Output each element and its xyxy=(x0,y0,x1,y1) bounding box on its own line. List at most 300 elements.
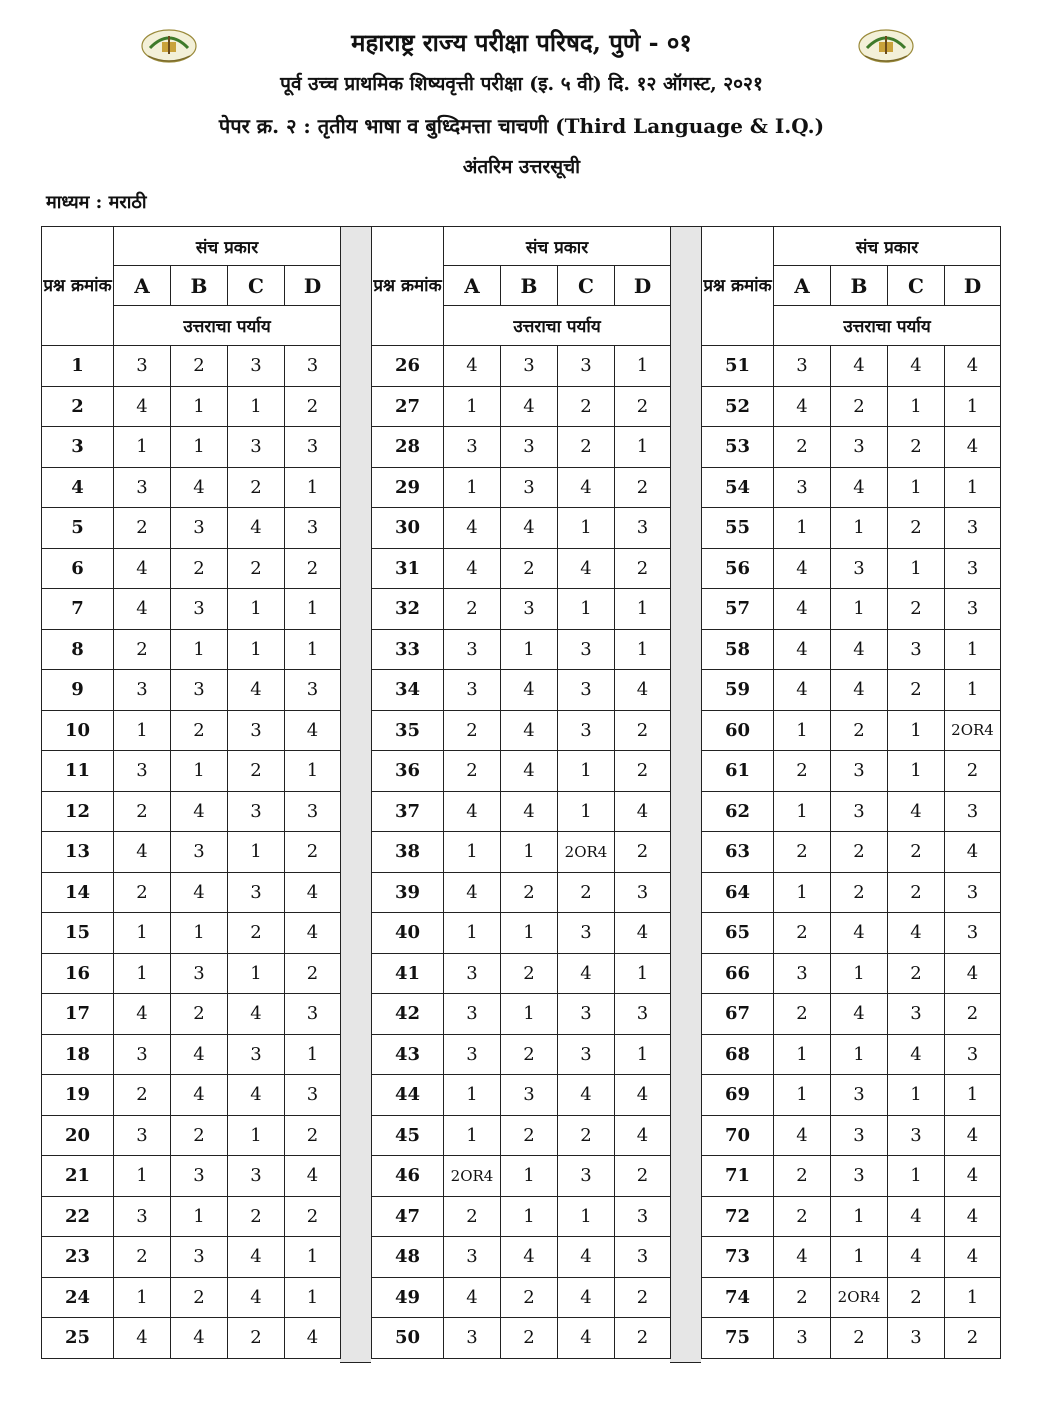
table-row xyxy=(372,427,671,468)
question-number: 64 xyxy=(702,872,774,913)
answer-cell-set-b: 1 xyxy=(831,1196,888,1237)
answer-cell-set-b: 4 xyxy=(171,1075,228,1116)
question-number: 50 xyxy=(372,1318,444,1359)
answer-cell-set-d: 3 xyxy=(615,994,671,1035)
answer-cell-set-a: 1 xyxy=(114,427,171,468)
table-row xyxy=(372,710,671,751)
question-number: 20 xyxy=(42,1115,114,1156)
table-row xyxy=(372,548,671,589)
answer-cell-set-d: 2 xyxy=(615,1277,671,1318)
table-row xyxy=(702,589,1001,630)
answer-cell-set-a: 2 xyxy=(114,629,171,670)
question-number: 14 xyxy=(42,872,114,913)
question-number: 38 xyxy=(372,832,444,873)
answer-cell-set-c: 2 xyxy=(228,548,285,589)
answer-cell-set-a: 3 xyxy=(114,1034,171,1075)
answer-cell-set-d: 1 xyxy=(615,427,671,468)
answer-cell-set-c: 1 xyxy=(228,1115,285,1156)
answer-cell-set-b: 3 xyxy=(831,1075,888,1116)
answer-cell-set-b: 1 xyxy=(171,913,228,954)
answer-cell-set-d: 1 xyxy=(285,467,341,508)
table-row xyxy=(42,953,341,994)
answer-cell-set-a: 3 xyxy=(444,1237,501,1278)
answer-cell-set-b: 1 xyxy=(831,508,888,549)
answer-cell-set-d: 1 xyxy=(285,589,341,630)
answer-cell-set-c: 3 xyxy=(228,427,285,468)
answer-cell-set-d: 4 xyxy=(285,1156,341,1197)
answer-cell-set-a: 3 xyxy=(774,1318,831,1359)
answer-cell-set-c: 4 xyxy=(228,1075,285,1116)
answer-cell-set-c: 4 xyxy=(558,953,615,994)
question-number: 44 xyxy=(372,1075,444,1116)
answer-cell-set-d: 2 xyxy=(615,548,671,589)
table-row xyxy=(372,589,671,630)
answer-cell-set-d: 3 xyxy=(945,508,1001,549)
table-row xyxy=(42,386,341,427)
question-number-header: प्रश्न क्रमांक xyxy=(372,227,444,346)
answer-cell-set-a: 3 xyxy=(774,467,831,508)
set-header: B xyxy=(831,266,888,306)
question-number: 11 xyxy=(42,751,114,792)
table-row xyxy=(42,1318,341,1359)
table-row xyxy=(702,1075,1001,1116)
table-row xyxy=(42,629,341,670)
table-row xyxy=(372,1277,671,1318)
answer-cell-set-c: 4 xyxy=(558,1237,615,1278)
answer-cell-set-d: 1 xyxy=(615,1034,671,1075)
question-number: 3 xyxy=(42,427,114,468)
answer-cell-set-b: 3 xyxy=(831,427,888,468)
table-row xyxy=(702,467,1001,508)
answer-cell-set-a: 4 xyxy=(444,508,501,549)
question-number: 70 xyxy=(702,1115,774,1156)
answer-cell-set-c: 3 xyxy=(228,872,285,913)
answer-cell-set-c: 2 xyxy=(228,751,285,792)
table-row xyxy=(42,670,341,711)
answer-cell-set-b: 1 xyxy=(831,589,888,630)
answer-cell-set-a: 3 xyxy=(114,467,171,508)
answer-cell-set-a: 3 xyxy=(444,427,501,468)
table-row xyxy=(42,1237,341,1278)
answer-cell-set-a: 1 xyxy=(774,508,831,549)
answer-cell-set-a: 4 xyxy=(114,589,171,630)
answer-cell-set-a: 1 xyxy=(444,913,501,954)
question-number: 27 xyxy=(372,386,444,427)
answer-cell-set-b: 2 xyxy=(171,1115,228,1156)
question-number: 55 xyxy=(702,508,774,549)
answer-cell-set-c: 1 xyxy=(228,953,285,994)
answer-cell-set-a: 4 xyxy=(114,994,171,1035)
answer-cell-set-a: 1 xyxy=(114,710,171,751)
answer-cell-set-c: 3 xyxy=(558,629,615,670)
answer-cell-set-c: 4 xyxy=(558,1075,615,1116)
answer-cell-set-b: 2 xyxy=(501,1115,558,1156)
answer-cell-set-a: 1 xyxy=(114,1277,171,1318)
answer-cell-set-d: 1 xyxy=(285,629,341,670)
answer-cell-set-b: 2 xyxy=(501,1034,558,1075)
table-row xyxy=(42,589,341,630)
answer-cell-set-b: 1 xyxy=(501,1156,558,1197)
answer-cell-set-b: 1 xyxy=(501,629,558,670)
set-header: D xyxy=(945,266,1001,306)
answer-cell-set-b: 2 xyxy=(831,1318,888,1359)
answer-cell-set-d: 3 xyxy=(615,1196,671,1237)
answer-cell-set-a: 2 xyxy=(444,1196,501,1237)
question-number: 61 xyxy=(702,751,774,792)
answer-cell-set-a: 3 xyxy=(114,1115,171,1156)
answer-cell-set-c: 2 xyxy=(888,589,945,630)
answer-cell-set-b: 4 xyxy=(171,1034,228,1075)
question-number: 58 xyxy=(702,629,774,670)
answer-cell-set-a: 3 xyxy=(774,953,831,994)
answer-cell-set-a: 1 xyxy=(444,386,501,427)
answer-cell-set-a: 3 xyxy=(444,629,501,670)
question-number: 56 xyxy=(702,548,774,589)
set-type-header: संच प्रकार xyxy=(774,227,1001,266)
question-number: 39 xyxy=(372,872,444,913)
set-header: D xyxy=(615,266,671,306)
answer-cell-set-b: 2 xyxy=(171,994,228,1035)
table-row xyxy=(702,548,1001,589)
question-number: 57 xyxy=(702,589,774,630)
answer-cell-set-d: 3 xyxy=(285,346,341,387)
answer-cell-set-a: 3 xyxy=(114,346,171,387)
answer-cell-set-c: 3 xyxy=(228,1156,285,1197)
answer-cell-set-c: 1 xyxy=(888,1156,945,1197)
answer-cell-set-a: 2 xyxy=(774,1196,831,1237)
answer-cell-set-d: 4 xyxy=(285,710,341,751)
answer-cell-set-b: 1 xyxy=(171,751,228,792)
table-row xyxy=(372,670,671,711)
board-logo-right-icon xyxy=(857,26,915,66)
question-number: 26 xyxy=(372,346,444,387)
table-row xyxy=(372,872,671,913)
answer-cell-set-b: 4 xyxy=(831,913,888,954)
answer-cell-set-d: 1 xyxy=(945,629,1001,670)
question-number: 72 xyxy=(702,1196,774,1237)
answer-cell-set-c: 3 xyxy=(228,1034,285,1075)
answer-cell-set-c: 1 xyxy=(888,386,945,427)
answer-cell-set-b: 3 xyxy=(171,1156,228,1197)
question-number: 7 xyxy=(42,589,114,630)
answer-cell-set-b: 3 xyxy=(501,1075,558,1116)
answer-cell-set-b: 2 xyxy=(171,1277,228,1318)
answer-cell-set-a: 2 xyxy=(444,751,501,792)
answer-cell-set-c: 1 xyxy=(558,589,615,630)
answer-cell-set-a: 4 xyxy=(444,872,501,913)
table-row xyxy=(372,953,671,994)
answer-cell-set-c: 2 xyxy=(558,872,615,913)
question-number: 12 xyxy=(42,791,114,832)
answer-cell-set-a: 1 xyxy=(114,913,171,954)
answer-cell-set-d: 3 xyxy=(945,548,1001,589)
answer-cell-set-a: 2 xyxy=(114,872,171,913)
exam-subtitle: पूर्व उच्च प्राथमिक शिष्यवृत्ती परीक्षा (इ. ५ वी) दि. १२ ऑगस्ट, २०२१ xyxy=(280,73,763,95)
table-row xyxy=(372,751,671,792)
answer-cell-set-d: 3 xyxy=(285,508,341,549)
answer-cell-set-b: 2 xyxy=(501,1318,558,1359)
answer-cell-set-d: 4 xyxy=(615,1115,671,1156)
answer-cell-set-b: 2OR4 xyxy=(831,1277,888,1318)
column-separator xyxy=(340,226,371,1363)
answer-cell-set-b: 4 xyxy=(831,670,888,711)
answer-cell-set-d: 1 xyxy=(615,346,671,387)
answer-cell-set-a: 3 xyxy=(444,670,501,711)
question-number: 65 xyxy=(702,913,774,954)
answer-cell-set-b: 4 xyxy=(501,1237,558,1278)
answer-cell-set-d: 1 xyxy=(615,589,671,630)
answer-cell-set-a: 4 xyxy=(774,629,831,670)
answer-cell-set-d: 4 xyxy=(945,346,1001,387)
answer-cell-set-b: 1 xyxy=(831,1237,888,1278)
answer-cell-set-c: 1 xyxy=(228,629,285,670)
answer-cell-set-b: 3 xyxy=(831,751,888,792)
table-row xyxy=(372,1318,671,1359)
question-number: 54 xyxy=(702,467,774,508)
answer-cell-set-d: 4 xyxy=(615,913,671,954)
answer-cell-set-c: 1 xyxy=(558,508,615,549)
answer-cell-set-d: 4 xyxy=(285,913,341,954)
question-number-header: प्रश्न क्रमांक xyxy=(42,227,114,346)
answer-cell-set-c: 2 xyxy=(888,832,945,873)
answer-cell-set-a: 3 xyxy=(774,346,831,387)
answer-cell-set-a: 4 xyxy=(114,832,171,873)
answer-cell-set-c: 4 xyxy=(888,913,945,954)
table-row xyxy=(42,1034,341,1075)
answer-cell-set-d: 2 xyxy=(285,953,341,994)
question-number: 75 xyxy=(702,1318,774,1359)
answer-cell-set-b: 4 xyxy=(501,710,558,751)
answer-cell-set-d: 2 xyxy=(615,832,671,873)
answer-cell-set-c: 4 xyxy=(888,1196,945,1237)
question-number: 9 xyxy=(42,670,114,711)
answer-cell-set-c: 3 xyxy=(558,913,615,954)
answer-cell-set-a: 2 xyxy=(114,508,171,549)
question-number: 24 xyxy=(42,1277,114,1318)
table-row xyxy=(42,751,341,792)
answer-cell-set-a: 4 xyxy=(774,670,831,711)
answer-cell-set-d: 2 xyxy=(615,710,671,751)
answer-cell-set-b: 1 xyxy=(501,1196,558,1237)
answer-cell-set-c: 4 xyxy=(228,1277,285,1318)
answer-cell-set-b: 3 xyxy=(501,427,558,468)
answer-cell-set-c: 3 xyxy=(558,1156,615,1197)
question-number: 47 xyxy=(372,1196,444,1237)
question-number: 73 xyxy=(702,1237,774,1278)
answer-cell-set-d: 2 xyxy=(945,1318,1001,1359)
answer-cell-set-b: 3 xyxy=(171,1237,228,1278)
answer-table-block-3 xyxy=(701,226,1001,1359)
answer-cell-set-c: 1 xyxy=(888,467,945,508)
table-row xyxy=(702,832,1001,873)
answer-cell-set-c: 2 xyxy=(558,386,615,427)
answer-cell-set-d: 4 xyxy=(945,1115,1001,1156)
answer-cell-set-d: 1 xyxy=(945,1277,1001,1318)
answer-cell-set-c: 2OR4 xyxy=(558,832,615,873)
answer-cell-set-d: 3 xyxy=(945,872,1001,913)
set-header: C xyxy=(888,266,945,306)
answer-cell-set-b: 4 xyxy=(501,508,558,549)
table-row xyxy=(702,386,1001,427)
answer-cell-set-d: 3 xyxy=(615,872,671,913)
answer-cell-set-b: 2 xyxy=(171,346,228,387)
answer-cell-set-a: 1 xyxy=(774,1034,831,1075)
answer-cell-set-d: 4 xyxy=(945,1196,1001,1237)
answer-cell-set-d: 2 xyxy=(945,994,1001,1035)
question-number: 29 xyxy=(372,467,444,508)
answer-cell-set-d: 1 xyxy=(285,1277,341,1318)
answer-cell-set-c: 2 xyxy=(558,427,615,468)
answer-cell-set-b: 1 xyxy=(831,953,888,994)
table-row xyxy=(702,670,1001,711)
set-header: A xyxy=(774,266,831,306)
answer-cell-set-b: 3 xyxy=(831,791,888,832)
answer-cell-set-c: 4 xyxy=(558,1318,615,1359)
answer-cell-set-c: 3 xyxy=(228,791,285,832)
answer-cell-set-c: 4 xyxy=(888,1237,945,1278)
answer-cell-set-c: 1 xyxy=(888,1075,945,1116)
answer-cell-set-a: 2 xyxy=(774,913,831,954)
question-number: 37 xyxy=(372,791,444,832)
answer-cell-set-d: 3 xyxy=(945,1034,1001,1075)
answer-cell-set-c: 2 xyxy=(228,1318,285,1359)
question-number: 23 xyxy=(42,1237,114,1278)
set-header: C xyxy=(228,266,285,306)
answer-cell-set-c: 4 xyxy=(888,346,945,387)
question-number: 40 xyxy=(372,913,444,954)
page-title: महाराष्ट्र राज्य परीक्षा परिषद, पुणे - ०१ xyxy=(351,28,692,57)
table-row xyxy=(702,1196,1001,1237)
question-number: 43 xyxy=(372,1034,444,1075)
answer-cell-set-c: 1 xyxy=(888,548,945,589)
answer-cell-set-d: 4 xyxy=(945,953,1001,994)
answer-cell-set-d: 4 xyxy=(285,1318,341,1359)
answer-cell-set-d: 2OR4 xyxy=(945,710,1001,751)
table-row xyxy=(42,872,341,913)
answer-cell-set-d: 2 xyxy=(285,832,341,873)
answer-cell-set-a: 2 xyxy=(774,427,831,468)
answer-cell-set-a: 4 xyxy=(114,1318,171,1359)
answer-cell-set-d: 1 xyxy=(285,1034,341,1075)
table-row xyxy=(42,467,341,508)
answer-table-block-2 xyxy=(371,226,671,1359)
set-header: D xyxy=(285,266,341,306)
answer-cell-set-b: 2 xyxy=(501,548,558,589)
answer-cell-set-b: 2 xyxy=(831,710,888,751)
table-row xyxy=(42,710,341,751)
column-separator xyxy=(670,226,701,1363)
answer-cell-set-b: 4 xyxy=(501,791,558,832)
answer-cell-set-c: 1 xyxy=(228,589,285,630)
answer-cell-set-c: 4 xyxy=(558,1277,615,1318)
table-row xyxy=(372,1075,671,1116)
answer-cell-set-b: 1 xyxy=(171,386,228,427)
answer-cell-set-c: 1 xyxy=(888,710,945,751)
answer-cell-set-d: 1 xyxy=(285,1237,341,1278)
answer-cell-set-c: 3 xyxy=(558,994,615,1035)
answer-cell-set-c: 1 xyxy=(228,386,285,427)
answer-cell-set-a: 4 xyxy=(774,1115,831,1156)
answer-cell-set-a: 4 xyxy=(444,791,501,832)
answer-cell-set-c: 3 xyxy=(558,670,615,711)
table-row xyxy=(702,1318,1001,1359)
answer-cell-set-d: 4 xyxy=(615,791,671,832)
table-row xyxy=(42,548,341,589)
question-number: 15 xyxy=(42,913,114,954)
answer-cell-set-d: 2 xyxy=(285,548,341,589)
answer-cell-set-b: 2 xyxy=(171,710,228,751)
table-row xyxy=(372,832,671,873)
answer-cell-set-b: 4 xyxy=(831,467,888,508)
answer-option-header: उत्तराचा पर्याय xyxy=(444,306,671,346)
answer-cell-set-a: 4 xyxy=(774,589,831,630)
answer-cell-set-a: 3 xyxy=(444,1318,501,1359)
table-row xyxy=(42,913,341,954)
answer-cell-set-c: 1 xyxy=(558,791,615,832)
answer-cell-set-a: 1 xyxy=(774,1075,831,1116)
question-number: 30 xyxy=(372,508,444,549)
answer-cell-set-a: 4 xyxy=(444,346,501,387)
table-row xyxy=(372,1115,671,1156)
question-number: 59 xyxy=(702,670,774,711)
answer-cell-set-c: 4 xyxy=(228,1237,285,1278)
question-number: 51 xyxy=(702,346,774,387)
set-header: C xyxy=(558,266,615,306)
answer-cell-set-c: 4 xyxy=(558,548,615,589)
answer-cell-set-a: 4 xyxy=(444,1277,501,1318)
question-number: 28 xyxy=(372,427,444,468)
answer-cell-set-d: 3 xyxy=(615,1237,671,1278)
answer-cell-set-c: 3 xyxy=(888,1115,945,1156)
question-number: 69 xyxy=(702,1075,774,1116)
answer-cell-set-d: 1 xyxy=(945,670,1001,711)
answer-cell-set-a: 4 xyxy=(774,548,831,589)
answer-cell-set-b: 4 xyxy=(831,629,888,670)
answer-cell-set-d: 3 xyxy=(615,508,671,549)
table-row xyxy=(372,508,671,549)
question-number: 13 xyxy=(42,832,114,873)
answer-cell-set-a: 3 xyxy=(114,670,171,711)
answer-cell-set-c: 2 xyxy=(888,670,945,711)
table-row xyxy=(42,1075,341,1116)
answer-cell-set-c: 1 xyxy=(558,1196,615,1237)
answer-cell-set-a: 3 xyxy=(114,751,171,792)
question-number: 52 xyxy=(702,386,774,427)
answer-cell-set-c: 2 xyxy=(558,1115,615,1156)
answer-cell-set-d: 2 xyxy=(615,1318,671,1359)
table-row xyxy=(372,629,671,670)
answer-cell-set-b: 2 xyxy=(831,386,888,427)
answer-cell-set-b: 2 xyxy=(831,832,888,873)
answer-cell-set-c: 4 xyxy=(228,670,285,711)
table-row xyxy=(42,508,341,549)
answer-cell-set-a: 4 xyxy=(114,548,171,589)
question-number: 8 xyxy=(42,629,114,670)
answer-cell-set-d: 1 xyxy=(945,1075,1001,1116)
answer-cell-set-b: 3 xyxy=(171,589,228,630)
answer-cell-set-a: 4 xyxy=(114,386,171,427)
answer-cell-set-b: 1 xyxy=(171,427,228,468)
answer-cell-set-c: 4 xyxy=(228,508,285,549)
question-number: 32 xyxy=(372,589,444,630)
board-logo-left-icon xyxy=(140,26,198,66)
table-row xyxy=(702,508,1001,549)
answer-cell-set-d: 1 xyxy=(285,751,341,792)
answer-cell-set-a: 2OR4 xyxy=(444,1156,501,1197)
answer-cell-set-a: 1 xyxy=(774,791,831,832)
answer-cell-set-b: 1 xyxy=(171,629,228,670)
answer-cell-set-c: 1 xyxy=(228,832,285,873)
